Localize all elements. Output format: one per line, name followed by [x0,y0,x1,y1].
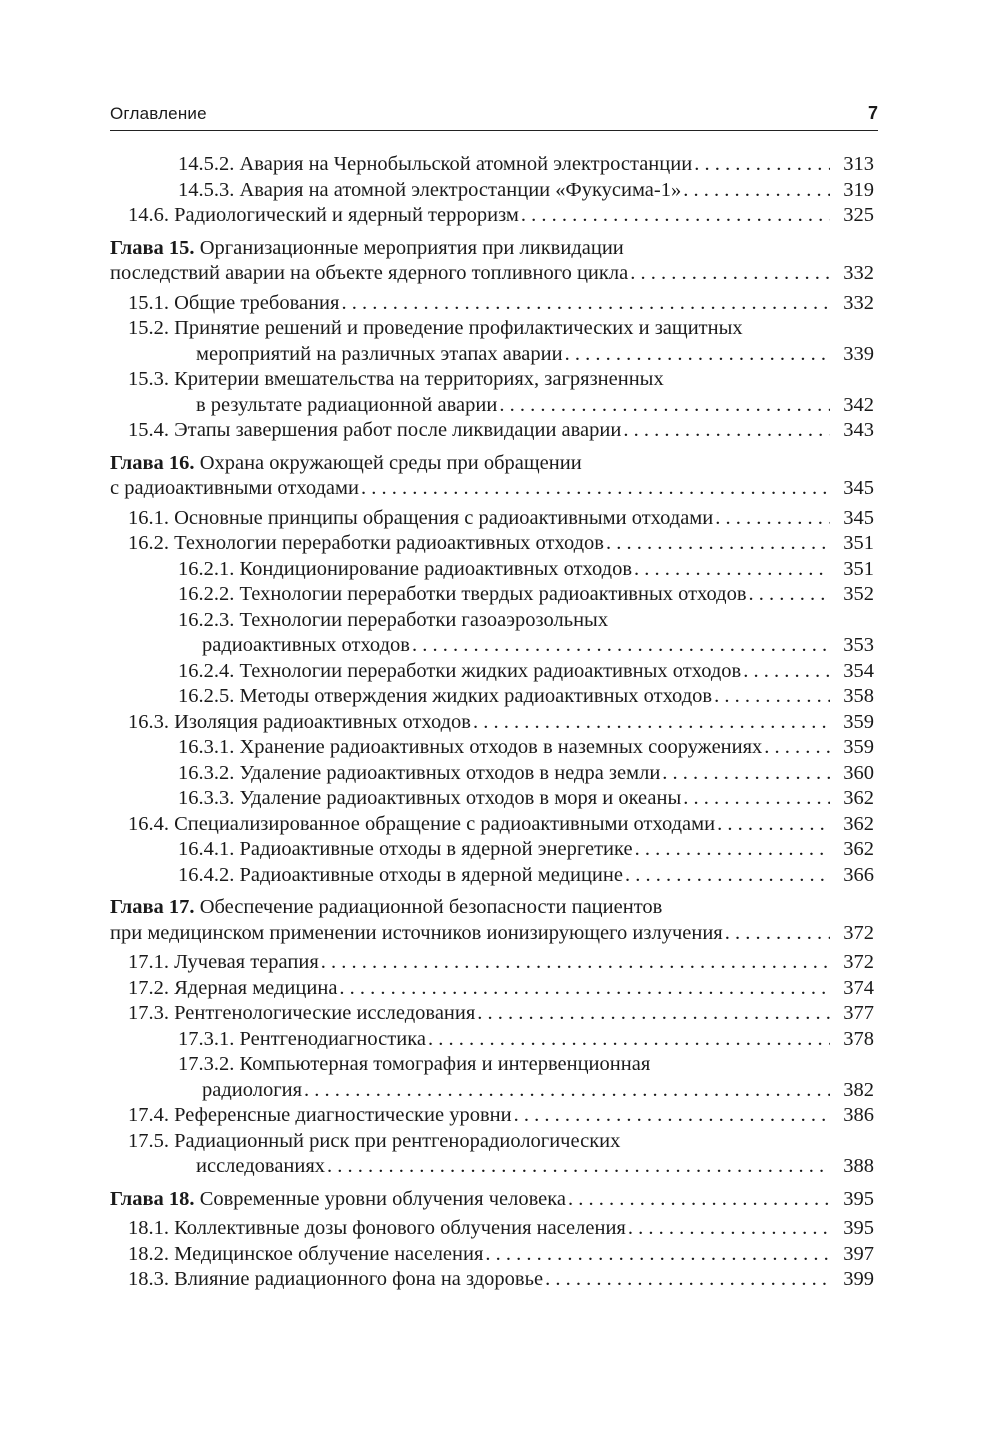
toc-entry-page: 345 [843,506,874,529]
toc-chapter-title-line2: при медицинском применении источников ионизирующего излучения [110,921,723,944]
toc-entry-page: 325 [843,204,874,226]
toc-entry-number: 16.4.1. [178,838,235,860]
toc-chapter-page: 395 [843,1187,874,1210]
toc-entry [110,659,874,685]
toc-entry-number: 17.1. [128,951,169,973]
toc-chapter [110,1187,874,1213]
toc-entry-number: 16.2. [128,532,169,554]
toc-entry-page: 342 [843,393,874,416]
toc-entry-page: 339 [843,342,874,365]
toc-entry-title: Радиоактивные отходы в ядерной энергетике [239,838,633,860]
toc-entry-page: 362 [843,787,874,809]
toc-chapter-title-line1: Обеспечение радиационной безопасности пациентов [199,896,663,918]
toc-entry-number: 15.4. [128,419,169,441]
toc-entry-number: 16.4. [128,812,169,835]
toc-entry-page: 378 [843,1027,874,1050]
toc-entry [110,178,874,204]
toc-entry-page: 343 [843,419,874,441]
toc-entry-title: Хранение радиоактивных отходов в наземных сооружениях [239,736,763,758]
toc-entry [110,291,874,317]
toc-entry-title-line2: в результате радиационной аварии [196,393,498,416]
toc-entry [110,1052,874,1103]
toc-entry-page: 362 [843,838,874,860]
toc-entry-number: 16.3.2. [178,761,235,784]
toc-entry-title: Кондиционирование радиоактивных отходов [239,557,633,580]
toc-entry-page: 362 [843,812,874,835]
toc-entry-number: 17.5. [128,1129,169,1152]
toc-entry-title-line2: радиоактивных отходов [202,634,410,656]
toc-entry-title: Ядерная медицина [174,976,338,999]
running-header [110,104,878,131]
toc-chapter-page: 345 [843,477,874,499]
toc-entry-number: 17.4. [128,1104,169,1126]
toc-entry [110,950,874,976]
page-number: 7 [867,103,878,123]
toc-entry [110,203,874,229]
toc-entry-number: 15.1. [128,291,169,314]
toc-entry-number: 15.2. [128,317,169,339]
toc-entry-number: 16.3.3. [178,787,235,809]
toc-entry-title: Медицинское облучение населения [174,1242,484,1265]
toc-entry [110,1242,874,1268]
toc-entry-number: 17.2. [128,976,169,999]
toc-entry-title: Этапы завершения работ после ликвидации аварии [174,419,622,441]
toc-entry [110,608,874,659]
toc-entry [110,837,874,863]
toc-entry-number: 17.3.1. [178,1027,235,1050]
toc-entry [110,582,874,608]
toc-entry-title: Референсные диагностические уровни [174,1104,512,1126]
toc-entry-title: Методы отверждения жидких радиоактивных отходов [239,685,713,707]
toc-entry-number: 16.2.1. [178,557,235,580]
toc-entry-title-line2: радиология [202,1078,303,1101]
toc-entry-number: 16.3.1. [178,736,235,758]
toc-entry-title: Технологии переработки жидких радиоактивных отходов [239,659,742,682]
toc-entry-title: Технологии переработки твердых радиоактивных отходов [239,583,747,605]
toc-entry [110,684,874,710]
toc-entry-title: Специализированное обращение с радиоактивными отходами [174,812,716,835]
toc-entry-title: Радиоактивные отходы в ядерной медицине [239,863,623,886]
toc-entry-page: 353 [843,634,874,656]
toc-chapter [110,451,874,502]
toc-entry-page: 372 [843,951,874,973]
toc-entry-page: 351 [843,532,874,554]
toc-entry-page: 388 [843,1155,874,1177]
toc-entry [110,976,874,1002]
table-of-contents [110,152,874,1293]
toc-entry-title: Влияние радиационного фона на здоровье [174,1268,544,1290]
toc-entry-page: 319 [843,178,874,201]
toc-entry-title: Изоляция радиоактивных отходов [174,710,471,733]
toc-entry-number: 17.3.2. [178,1053,235,1075]
toc-entry-page: 358 [843,685,874,707]
toc-entry-title-line2: исследованиях [196,1155,326,1177]
toc-entry-page: 313 [843,153,874,175]
toc-chapter-title: Современные уровни облучения человека [199,1187,566,1210]
toc-entry-title: Радиологический и ядерный терроризм [174,204,519,226]
toc-entry-title: Удаление радиоактивных отходов в моря и океаны [239,787,682,809]
toc-entry-title: Удаление радиоактивных отходов в недра земли [239,761,661,784]
toc-entry-title-line1: Технологии переработки газоаэрозольных [239,608,609,631]
toc-entry-title: Рентгенологические исследования [174,1002,476,1024]
toc-entry-title: Технологии переработки радиоактивных отходов [174,532,604,554]
toc-chapter-number: Глава 15. [110,236,195,259]
toc-entry-page: 395 [843,1217,874,1239]
toc-entry-title-line1: Радиационный риск при рентгенорадиологических [174,1129,621,1152]
toc-entry-number: 16.2.4. [178,659,235,682]
toc-entry-page: 354 [843,659,874,682]
toc-entry [110,367,874,418]
toc-chapter-title-line1: Организационные мероприятия при ликвидации [199,236,624,259]
toc-entry-page: 386 [843,1104,874,1126]
toc-entry-title-line1: Принятие решений и проведение профилактических и защитных [174,317,743,339]
toc-entry-number: 18.2. [128,1242,169,1265]
toc-chapter [110,895,874,946]
toc-entry-page: 359 [843,736,874,758]
toc-chapter-number: Глава 18. [110,1187,195,1210]
toc-entry [110,1027,874,1053]
toc-entry-page: 377 [843,1002,874,1024]
toc-entry-number: 14.5.3. [178,178,235,201]
toc-entry-title: Рентгенодиагностика [239,1027,426,1050]
toc-chapter-title-line2: последствий аварии на объекте ядерного топливного цикла [110,262,629,284]
toc-entry-title: Лучевая терапия [174,951,319,973]
toc-entry-number: 16.2.3. [178,608,235,631]
toc-entry-title-line2: мероприятий на различных этапах аварии [196,342,563,365]
toc-entry-number: 16.2.5. [178,685,235,707]
toc-entry [110,812,874,838]
toc-entry [110,1216,874,1242]
toc-entry-title: Авария на атомной электростанции «Фукусима-1» [239,178,682,201]
toc-entry-number: 18.1. [128,1217,169,1239]
toc-entry [110,863,874,889]
toc-chapter-number: Глава 17. [110,896,195,918]
toc-entry-number: 14.5.2. [178,153,235,175]
running-header-title: Оглавление [110,104,207,123]
toc-entry-page: 360 [843,761,874,784]
toc-entry [110,735,874,761]
toc-entry [110,1103,874,1129]
toc-entry-page: 382 [843,1078,874,1101]
toc-entry [110,710,874,736]
toc-entry-page: 397 [843,1242,874,1265]
toc-entry-page: 374 [843,976,874,999]
toc-chapter-page: 372 [843,921,874,944]
toc-chapter-number: Глава 16. [110,451,195,474]
toc-entry-number: 15.3. [128,368,169,390]
toc-entry [110,506,874,532]
toc-entry-page: 352 [843,583,874,605]
toc-entry [110,531,874,557]
toc-entry-title-line1: Компьютерная томография и интервенционная [239,1053,651,1075]
toc-entry [110,316,874,367]
toc-entry-page: 399 [843,1268,874,1290]
toc-entry-page: 366 [843,863,874,886]
toc-entry-title-line1: Критерии вмешательства на территориях, загрязненных [174,368,664,390]
toc-entry [110,1267,874,1293]
toc-entry-number: 14.6. [128,204,169,226]
toc-chapter-title-line2: с радиоактивными отходами [110,477,359,499]
toc-entry-title: Коллективные дозы фонового облучения населения [174,1217,626,1239]
toc-entry [110,761,874,787]
toc-entry [110,786,874,812]
toc-entry [110,152,874,178]
toc-chapter-page: 332 [843,262,874,284]
toc-entry [110,1129,874,1180]
toc-entry-title: Авария на Чернобыльской атомной электростанции [239,153,693,175]
toc-entry-number: 18.3. [128,1268,169,1290]
toc-entry [110,418,874,444]
toc-entry-title: Общие требования [174,291,340,314]
toc-entry-title: Основные принципы обращения с радиоактивными отходами [174,506,714,529]
toc-entry-number: 16.4.2. [178,863,235,886]
toc-entry [110,1001,874,1027]
toc-chapter [110,236,874,287]
toc-entry-number: 16.3. [128,710,169,733]
toc-entry-number: 16.1. [128,506,169,529]
toc-entry-number: 17.3. [128,1002,169,1024]
toc-chapter-title-line1: Охрана окружающей среды при обращении [199,451,582,474]
toc-entry-page: 359 [843,710,874,733]
toc-entry [110,557,874,583]
toc-entry-page: 351 [843,557,874,580]
toc-entry-number: 16.2.2. [178,583,235,605]
toc-entry-page: 332 [843,291,874,314]
